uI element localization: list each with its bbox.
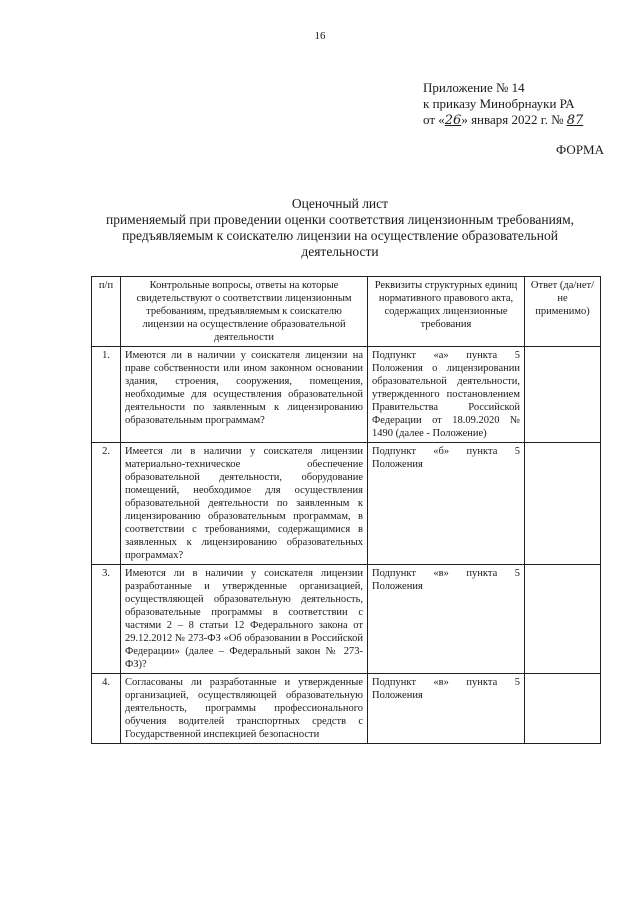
row-number: 1. <box>92 347 121 443</box>
title-line-2: применяемый при проведении оценки соответствия лицензионным требованиям, предъявляемым к соискателю лицензии на осуществление образовательной деятельности <box>105 212 575 259</box>
row-question: Имеются ли в наличии у соискателя лицензии разработанные и утвержденные организацией, осуществляющей образовательную деятельность, образовательные программы в соответствии с частями 2 – 8 статьи 12 Федерального закона от 29.12.2012 № 273-ФЗ «Об образовании в Российской Федерации» (далее – Федеральный закон № 273-ФЗ)? <box>121 565 368 674</box>
page-number: 16 <box>314 30 326 42</box>
header-question: Контрольные вопросы, ответы на которые свидетельствуют о соответствии лицензионным требованиям, предъявляемым к соискателю лицензии на осуществление образовательной деятельности <box>121 277 368 347</box>
form-label: ФОРМА <box>556 142 604 157</box>
appendix-line-2: к приказу Минобрнауки РА <box>423 96 575 111</box>
table-row <box>92 674 601 744</box>
title-line-1: Оценочный лист <box>291 196 389 211</box>
appendix-date-middle: » января 2022 г. № <box>461 112 567 127</box>
row-question: Согласованы ли разработанные и утвержденные организацией, осуществляющей образовательную деятельность, программы профессионального обучения водителей транспортных средств с Государственной инспекцией безопасности <box>121 674 368 744</box>
row-answer <box>525 443 601 565</box>
header-requisites: Реквизиты структурных единиц нормативного правового акта, содержащих лицензионные требования <box>368 277 525 347</box>
assessment-table <box>91 276 601 744</box>
row-requisites: Подпункт «а» пункта 5 Положения о лицензировании образовательной деятельности, утвержденного постановлением Правительства Российской Федерации от 18.09.2020 № 1490 (далее - Положение) <box>368 347 525 443</box>
row-number: 4. <box>92 674 121 744</box>
header-number: п/п <box>92 277 121 347</box>
appendix-date-prefix: от « <box>423 112 445 127</box>
row-number: 2. <box>92 443 121 565</box>
table-row <box>92 565 601 674</box>
table-row <box>92 347 601 443</box>
header-answer: Ответ (да/нет/ не применимо) <box>525 277 601 347</box>
row-question: Имеются ли в наличии у соискателя лицензии на праве собственности или ином законном основании здания, строения, сооружения, помещения, необходимые для осуществления образовательной деятельности по заявленным к лицензированию образовательным программам? <box>121 347 368 443</box>
row-answer <box>525 674 601 744</box>
row-question: Имеется ли в наличии у соискателя лицензии материально-техническое обеспечение образовательной деятельности, оборудование помещений, необходимое для осуществления образовательной деятельности по заявленным к лицензированию образовательным программам, в соответствии с требованиями, содержащимися в заявленных к лицензированию образовательных программах? <box>121 443 368 565</box>
appendix-block <box>423 80 583 129</box>
row-number: 3. <box>92 565 121 674</box>
document-title <box>90 196 590 260</box>
appendix-line-3 <box>423 112 583 129</box>
table-header-row <box>92 277 601 347</box>
appendix-line-1: Приложение № 14 <box>423 80 525 95</box>
row-answer <box>525 347 601 443</box>
row-answer <box>525 565 601 674</box>
table-row <box>92 443 601 565</box>
row-requisites: Подпункт «б» пункта 5 Положения <box>368 443 525 565</box>
row-requisites: Подпункт «в» пункта 5 Положения <box>368 674 525 744</box>
appendix-number-handwritten: 87 <box>566 113 584 128</box>
appendix-day-handwritten: 26 <box>444 113 462 128</box>
row-requisites: Подпункт «в» пункта 5 Положения <box>368 565 525 674</box>
